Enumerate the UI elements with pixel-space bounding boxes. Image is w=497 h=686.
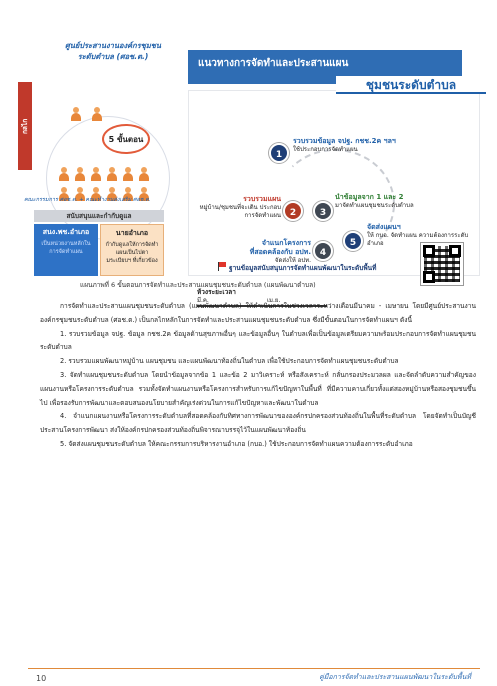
step-5-title: จัดส่งแผนฯ: [367, 223, 401, 231]
paragraph-step-3: 3. จัดทำแผนชุมชนระดับตำบล โดยนำข้อมูลจากข้อ 1 และข้อ 2 มาวิเคราะห์ หรือสังเคราะห์ กลั่นกรองประมวลผล และจัดลำดับความสำคัญของแผนงานหรือโครงการระดับตำบล รวมทั้งจัดทำแผนงานหรือโครงการสำหรับการแก้ไขปัญหาในพื้นที่ ที่มีความคาบเกี่ยวทั้งแต่สองหมู่บ้านหรือสองชุมชนขึ้นไป เพื่อรองรับการพัฒนาและตอบสนองนโยบายสำคัญเร่งด่วนในการแก้ไขปัญหาและพัฒนาในตำบล: [40, 370, 476, 407]
step-5-number: 5: [343, 231, 363, 251]
page-number: 10: [36, 674, 47, 683]
step-4-title-2: ที่สอดคล้องกับ อปท.: [249, 248, 311, 256]
flag-icon: [218, 262, 226, 271]
figure-banner: แนวทางการจัดทำและประสานแผน: [188, 50, 462, 84]
page-footer: [0, 652, 497, 686]
mechanism-panel: [18, 38, 180, 276]
district-chief-box: [100, 224, 164, 276]
timeline-month-1: มี.ค.: [197, 297, 209, 304]
step-4-number: 4: [313, 241, 333, 261]
step-3-title: นำข้อมูลจาก 1 และ 2: [335, 193, 404, 201]
body-text: [40, 300, 476, 452]
support-bar: สนับสนุนและกำกับดูแล: [34, 210, 164, 222]
database-note: [218, 262, 418, 273]
step-1-text: ใช้ประกอบการจัดทำแผน: [293, 146, 358, 153]
timeline-title: ห้วงระยะเวลา: [197, 288, 236, 296]
footer-divider: [28, 668, 480, 669]
paragraph-intro: การจัดทำและประสานแผนชุมชนระดับตำบล (แผนพัฒนาตำบล) ให้ดำเนินการในช่วงเวลาระหว่างเดือนมีนาคม - เมษายน โดยมีศูนย์ประสานงานองค์กรชุมชนระดับตำบล (ศอช.ต.) เป็นกลไกหลักในการจัดทำและประสานแผนชุมชนระดับตำบล ซึ่งมีขั้นตอนในการจัดทำแผนฯ ดังนี้: [40, 302, 476, 324]
district-office-text: เป็นหน่วยงานหลักในการจัดทำแผน: [41, 241, 91, 255]
step-1-label: [293, 137, 403, 154]
step-4-text: จัดส่งให้ อปท.: [274, 257, 311, 264]
footer-title: คู่มือการจัดทำและประสานแผนพัฒนาในระดับพื้นที่: [319, 673, 471, 681]
mechanism-tab: กลไก: [18, 82, 32, 170]
step-1-number: 1: [269, 143, 289, 163]
district-chief-title: นายอำเภอ: [115, 229, 149, 237]
district-office-box: [34, 224, 98, 276]
step-4-title: จำแนกโครงการ: [261, 239, 311, 247]
step-5-text: ให้ กบอ. จัดทำแผน ความต้องการระดับอำเภอ: [367, 232, 469, 247]
center-title-line-2: ระดับตำบล (ศอช.ต.): [77, 52, 149, 61]
leader-person-icon: [68, 106, 105, 126]
committee-note: คณะกรรมการ ศอช.ต. + คณะทำงานส่งเสริม ศอช.ต.: [24, 197, 151, 203]
center-title-line-1: ศูนย์ประสานงานองค์กรชุมชน: [64, 41, 162, 50]
step-3-label: [335, 193, 455, 210]
step-2-text: หมู่บ้าน/ชุมชนที่จะเดิน ประกอบการจัดทำแผน: [199, 204, 281, 219]
center-title: [48, 40, 178, 62]
district-chief-text: กำกับดูแลให้การจัดทำแผนเป็นไปตามระเบียบฯ ที่เกี่ยวข้อง: [105, 242, 159, 264]
step-3-text: มาจัดทำแผนชุมชนระดับตำบล: [335, 202, 414, 209]
figure-caption: แผนภาพที่ 6 ขั้นตอนการจัดทำและประสานแผนชุมชนระดับตำบล (แผนพัฒนาตำบล): [80, 281, 316, 289]
step-1-title: รวบรวมข้อมูล จปฐ. กชช.2ค ฯลฯ: [293, 137, 396, 145]
step-2-title: รวบรวมแผน: [243, 195, 281, 203]
paragraph-step-4: 4. จำแนกแผนงานหรือโครงการระดับตำบลที่สอดคล้องกับทิศทางการพัฒนาขององค์กรปกครองส่วนท้องถิ่นในพื้นที่ระดับตำบล โดยจัดทำเป็นบัญชีประสานโครงการพัฒนา ส่งให้องค์กรปกครองส่วนท้องถิ่นพิจารณาบรรจุไว้ในแผนพัฒนาท้องถิ่น: [40, 412, 476, 435]
step-count-bubble: 5 ขั้นตอน: [102, 124, 150, 154]
paragraph-step-1: 1. รวบรวมข้อมูล จปฐ. ข้อมูล กชช.2ค ข้อมูลด้านสุขภาพอื่นๆ และข้อมูลอื่นๆ ในตำบลเพื่อเป็นข้อมูลเตรียมความพร้อมประกอบการจัดทำแผนชุมชนระดับตำบล: [40, 329, 476, 352]
paragraph-step-2: 2. รวบรวมแผนพัฒนาหมู่บ้าน แผนชุมชน และแผนพัฒนาท้องถิ่นในตำบล เพื่อใช้ประกอบการจัดทำแผนชุมชนระดับตำบล: [60, 357, 399, 366]
timeline-month-2: เม.ย.: [267, 297, 281, 304]
step-2-number: 2: [283, 201, 303, 221]
paragraph-step-5: 5. จัดส่งแผนชุมชนระดับตำบล ให้คณะกรรมการบริหารงานอำเภอ (กบอ.) ใช้ประกอบการจัดทำแผนความต้องการระดับอำเภอ: [60, 439, 413, 448]
step-2-label: [195, 195, 281, 220]
database-note-text: ฐานข้อมูลสนับสนุนการจัดทำแผนพัฒนาในระดับพื้นที่: [229, 264, 377, 272]
district-office-title: สนง.พช.อำเภอ: [42, 228, 90, 236]
step-3-number: 3: [313, 201, 333, 221]
figure-banner-subtitle: ชุมชนระดับตำบล: [336, 76, 486, 94]
